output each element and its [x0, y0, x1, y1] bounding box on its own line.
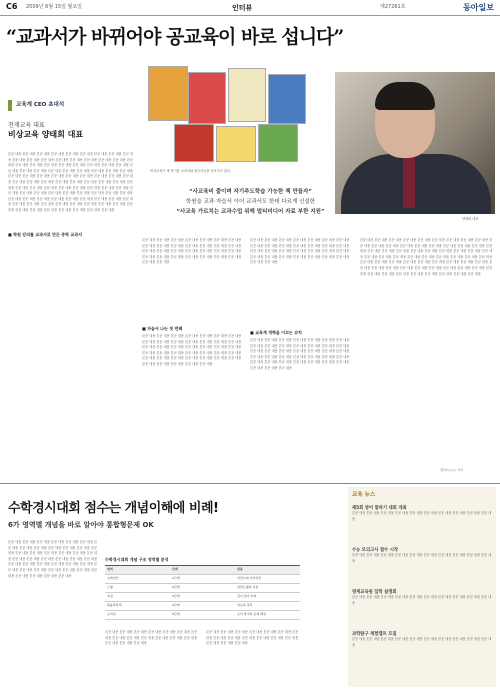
article-column-6: 본문 내용 본문 내용 본문 내용 본문 내용 본문 내용 본문 내용 본문 내용 본문 내용 본문 내용 본문 내용 본문 내용 본문 내용 본문 내용 본문 내용 본문 내용 본문 내용 본문 내용 본문 내용 본문 내용 본문 내용 본문 내용 본문 내용 본문 내용 본문 내용 본문 내용 본문 내용 본문 내용 본문 내용 본문 내용 본문 내용 본문 내용 본문 내용 본문 내용 본문 내용 본문 내용 본문 내용 본문 내용 본문 내용 본문 내용 본문 내용 본문 내용 본문 내용 본문 내용 본문 내용 본문 내용 본문 내용 본문 내용 본문 내용 본문 내용 본문 내용 본문 내용 본문 내용 본문 내용 본문 내용 본문 내용 본문 내용 본문 내용 본문 내용 본문 내용 본문 내용 본문 내용 본문 내용 본문 내용 본문 내용	[360, 238, 493, 276]
table-header-cell: 단계	[172, 567, 178, 571]
table-cell: 4단계	[172, 603, 180, 607]
interviewee-name: 비상교육 양태회 대표	[8, 130, 84, 139]
page-header	[0, 0, 500, 16]
article-column-5: 본문 내용 본문 내용 본문 내용 본문 내용 본문 내용 본문 내용 본문 내용 본문 내용 본문 내용 본문 내용 본문 내용 본문 내용 본문 내용 본문 내용 본문 내용 본문 내용 본문 내용 본문 내용 본문 내용 본문 내용 본문 내용 본문 내용 본문 내용 본문 내용 본문 내용 본문 내용 본문 내용 본문 내용 본문 내용 본문 내용 본문 내용 본문 내용 본문 내용 본문 내용 본문 내용 본문 내용 본문 내용 본문 내용	[250, 338, 350, 370]
article-column-3: 본문 내용 본문 내용 본문 내용 본문 내용 본문 내용 본문 내용 본문 내용 본문 내용 본문 내용 본문 내용 본문 내용 본문 내용 본문 내용 본문 내용 본문 내용 본문 내용 본문 내용 본문 내용 본문 내용 본문 내용 본문 내용 본문 내용 본문 내용 본문 내용 본문 내용 본문 내용 본문 내용 본문 내용 본문 내용 본문 내용 본문 내용 본문 내용 본문 내용 본문 내용 본문 내용 본문 내용 본문 내용 본문 내용 본문 내용 본문 내용	[142, 334, 242, 366]
table-cell: 평면도형의 성질	[237, 585, 259, 589]
table-cell: 규칙성	[107, 612, 116, 616]
table-header-cell: 내용	[237, 567, 243, 571]
page-number: C6	[6, 2, 18, 11]
news-item-title: 과학탐구 체험캠프 모집	[352, 632, 397, 637]
table-title: 수학경시대회 개념 구조 영역별 분석	[105, 557, 169, 562]
section2-subheadline: 6가 영역별 개념을 바로 알아야 통합형문제 OK	[8, 521, 154, 529]
pull-quotes	[168, 187, 333, 217]
news-sidebar-list	[352, 505, 492, 673]
data-table	[105, 565, 300, 625]
table-cell: 측정	[107, 594, 113, 598]
pull-quote-1: “사교육비 줄이며 자기주도학습 가능한 책 만들자”	[188, 189, 313, 195]
section2-column-2: 본문 내용 본문 내용 본문 내용 본문 내용 본문 내용 본문 내용 본문 내용 본문 내용 본문 내용 본문 내용 본문 내용 본문 내용 본문 내용 본문 내용 본문 내용 본문 내용	[105, 630, 198, 646]
news-item-body: 본문 내용 본문 내용 본문 내용 본문 내용 본문 내용 본문 내용 본문 내용 본문 내용 본문 내용 본문 내용	[352, 595, 492, 605]
section2-headline: 수학경시대회 점수는 개념이해에 비례!	[8, 501, 219, 516]
table-cell: 5단계	[172, 612, 180, 616]
table-row	[105, 584, 300, 593]
table-row	[105, 593, 300, 602]
newspaper-logo: 동아일보	[463, 3, 494, 12]
table-cell: 수와연산	[107, 576, 119, 580]
table-cell: 3단계	[172, 594, 180, 598]
subhead-3: ■ 교육계 개혁을 이끄는 코치	[250, 330, 302, 335]
news-item-body: 본문 내용 본문 내용 본문 내용 본문 내용 본문 내용 본문 내용 본문 내용 본문 내용 본문 내용 본문 내용	[352, 553, 492, 563]
table-cell: 1단계	[172, 576, 180, 580]
issue-date: 2009년 6월 15일 월요일	[26, 4, 83, 10]
table-row	[105, 611, 300, 620]
news-sidebar-header: 교육 뉴스	[352, 492, 376, 498]
table-header-cell: 영역	[107, 567, 113, 571]
main-headline: “교과서가 바뀌어야 공교육이 바로 섭니다”	[6, 26, 344, 48]
byline: 정리=○○○ 기자	[440, 468, 463, 472]
section-label: 인터뷰	[232, 4, 253, 12]
news-item-title: 수능 모의고사 접수 시작	[352, 548, 398, 553]
issue-number: 제27261호	[380, 4, 406, 10]
news-item-title: 제5회 영어 말하기 대회 개최	[352, 506, 407, 511]
interviewee-affiliation: 천재교육 대표	[8, 122, 45, 129]
table-cell: 자료의 정리	[237, 603, 253, 607]
series-tag: 교육계 CEO 초대석	[8, 100, 133, 111]
section-divider	[0, 483, 500, 484]
news-item-body: 본문 내용 본문 내용 본문 내용 본문 내용 본문 내용 본문 내용 본문 내용 본문 내용 본문 내용 본문 내용	[352, 637, 492, 647]
news-item-title: 영재교육원 입학 설명회	[352, 590, 397, 595]
pull-quote-3: “사교육 가르치는 교과수업 위해 멀티미디어 자료 부한 지원”	[176, 209, 325, 215]
book-covers-photo	[138, 66, 328, 166]
section2-column-1: 본문 내용 본문 내용 본문 내용 본문 내용 본문 내용 본문 내용 본문 내용 본문 내용 본문 내용 본문 내용 본문 내용 본문 내용 본문 내용 본문 내용 본문 내용 본문 내용 본문 내용 본문 내용 본문 내용 본문 내용 본문 내용 본문 내용 본문 내용 본문 내용 본문 내용 본문 내용 본문 내용 본문 내용 본문 내용 본문 내용 본문 내용 본문 내용 본문 내용 본문 내용 본문 내용 본문 내용 본문 내용 본문 내용 본문 내용 본문 내용 본문 내용 본문 내용	[8, 540, 98, 578]
subhead-2: ■ 자습서 나는 첫 번째	[142, 326, 183, 331]
table-header-row	[105, 566, 300, 575]
portrait-caption: 양태회 대표	[462, 217, 479, 221]
table-cell: 규칙 찾기와 문제 해결	[237, 612, 266, 616]
table-row	[105, 602, 300, 611]
interviewee-photo	[335, 72, 495, 214]
table-row	[105, 575, 300, 584]
table-cell: 2단계	[172, 585, 180, 589]
subhead-1: ■ 학원 강의를 교과서로 만든 중학 교과서	[8, 232, 82, 237]
section2-column-3: 본문 내용 본문 내용 본문 내용 본문 내용 본문 내용 본문 내용 본문 내용 본문 내용 본문 내용 본문 내용 본문 내용 본문 내용 본문 내용 본문 내용 본문 내용 본문 내용	[206, 630, 299, 646]
article-column-1: 본문 내용 본문 내용 본문 내용 본문 내용 본문 내용 본문 내용 본문 내용 본문 내용 본문 내용 본문 내용 본문 내용 본문 내용 본문 내용 본문 내용 본문 내용 본문 내용 본문 내용 본문 내용 본문 내용 본문 내용 본문 내용 본문 내용 본문 내용 본문 내용 본문 내용 본문 내용 본문 내용 본문 내용 본문 내용 본문 내용 본문 내용 본문 내용 본문 내용 본문 내용 본문 내용 본문 내용 본문 내용 본문 내용 본문 내용 본문 내용 본문 내용 본문 내용 본문 내용 본문 내용 본문 내용 본문 내용 본문 내용 본문 내용 본문 내용 본문 내용 본문 내용 본문 내용 본문 내용 본문 내용 본문 내용 본문 내용 본문 내용 본문 내용 본문 내용 본문 내용 본문 내용 본문 내용 본문 내용 본문 내용 본문 내용 본문 내용 본문 내용 본문 내용 본문 내용 본문 내용 본문 내용 본문 내용 본문 내용 본문 내용 본문 내용 본문 내용 본문 내용 본문 내용 본문 내용 본문 내용 본문 내용 본문 내용 본문 내용 본문 내용 본문 내용 본문 내용 본문 내용 본문 내용 본문 내용 본문 내용 본문 내용 본문 내용 본문 내용 본문 내용 본문 내용	[8, 152, 133, 212]
pull-quote-2: 학원을 교과·자습서 이어 교과서도 한데 다르게 신설한	[185, 199, 316, 205]
table-cell: 자연수의 사칙연산	[237, 576, 262, 580]
photo-caption: 비상교육이 새 학기용 교과서와 참고서들을 선보이고 있다.	[150, 169, 231, 173]
news-item-body: 본문 내용 본문 내용 본문 내용 본문 내용 본문 내용 본문 내용 본문 내용 본문 내용 본문 내용 본문 내용	[352, 511, 492, 521]
article-column-2: 본문 내용 본문 내용 본문 내용 본문 내용 본문 내용 본문 내용 본문 내용 본문 내용 본문 내용 본문 내용 본문 내용 본문 내용 본문 내용 본문 내용 본문 내용 본문 내용 본문 내용 본문 내용 본문 내용 본문 내용 본문 내용 본문 내용 본문 내용 본문 내용 본문 내용 본문 내용 본문 내용 본문 내용 본문 내용 본문 내용	[142, 238, 242, 265]
table-cell: 확률과통계	[107, 603, 122, 607]
table-cell: 길이·넓이·부피	[237, 594, 257, 598]
table-cell: 도형	[107, 585, 113, 589]
article-column-4: 본문 내용 본문 내용 본문 내용 본문 내용 본문 내용 본문 내용 본문 내용 본문 내용 본문 내용 본문 내용 본문 내용 본문 내용 본문 내용 본문 내용 본문 내용 본문 내용 본문 내용 본문 내용 본문 내용 본문 내용 본문 내용 본문 내용 본문 내용 본문 내용 본문 내용 본문 내용 본문 내용 본문 내용 본문 내용 본문 내용	[250, 238, 350, 265]
